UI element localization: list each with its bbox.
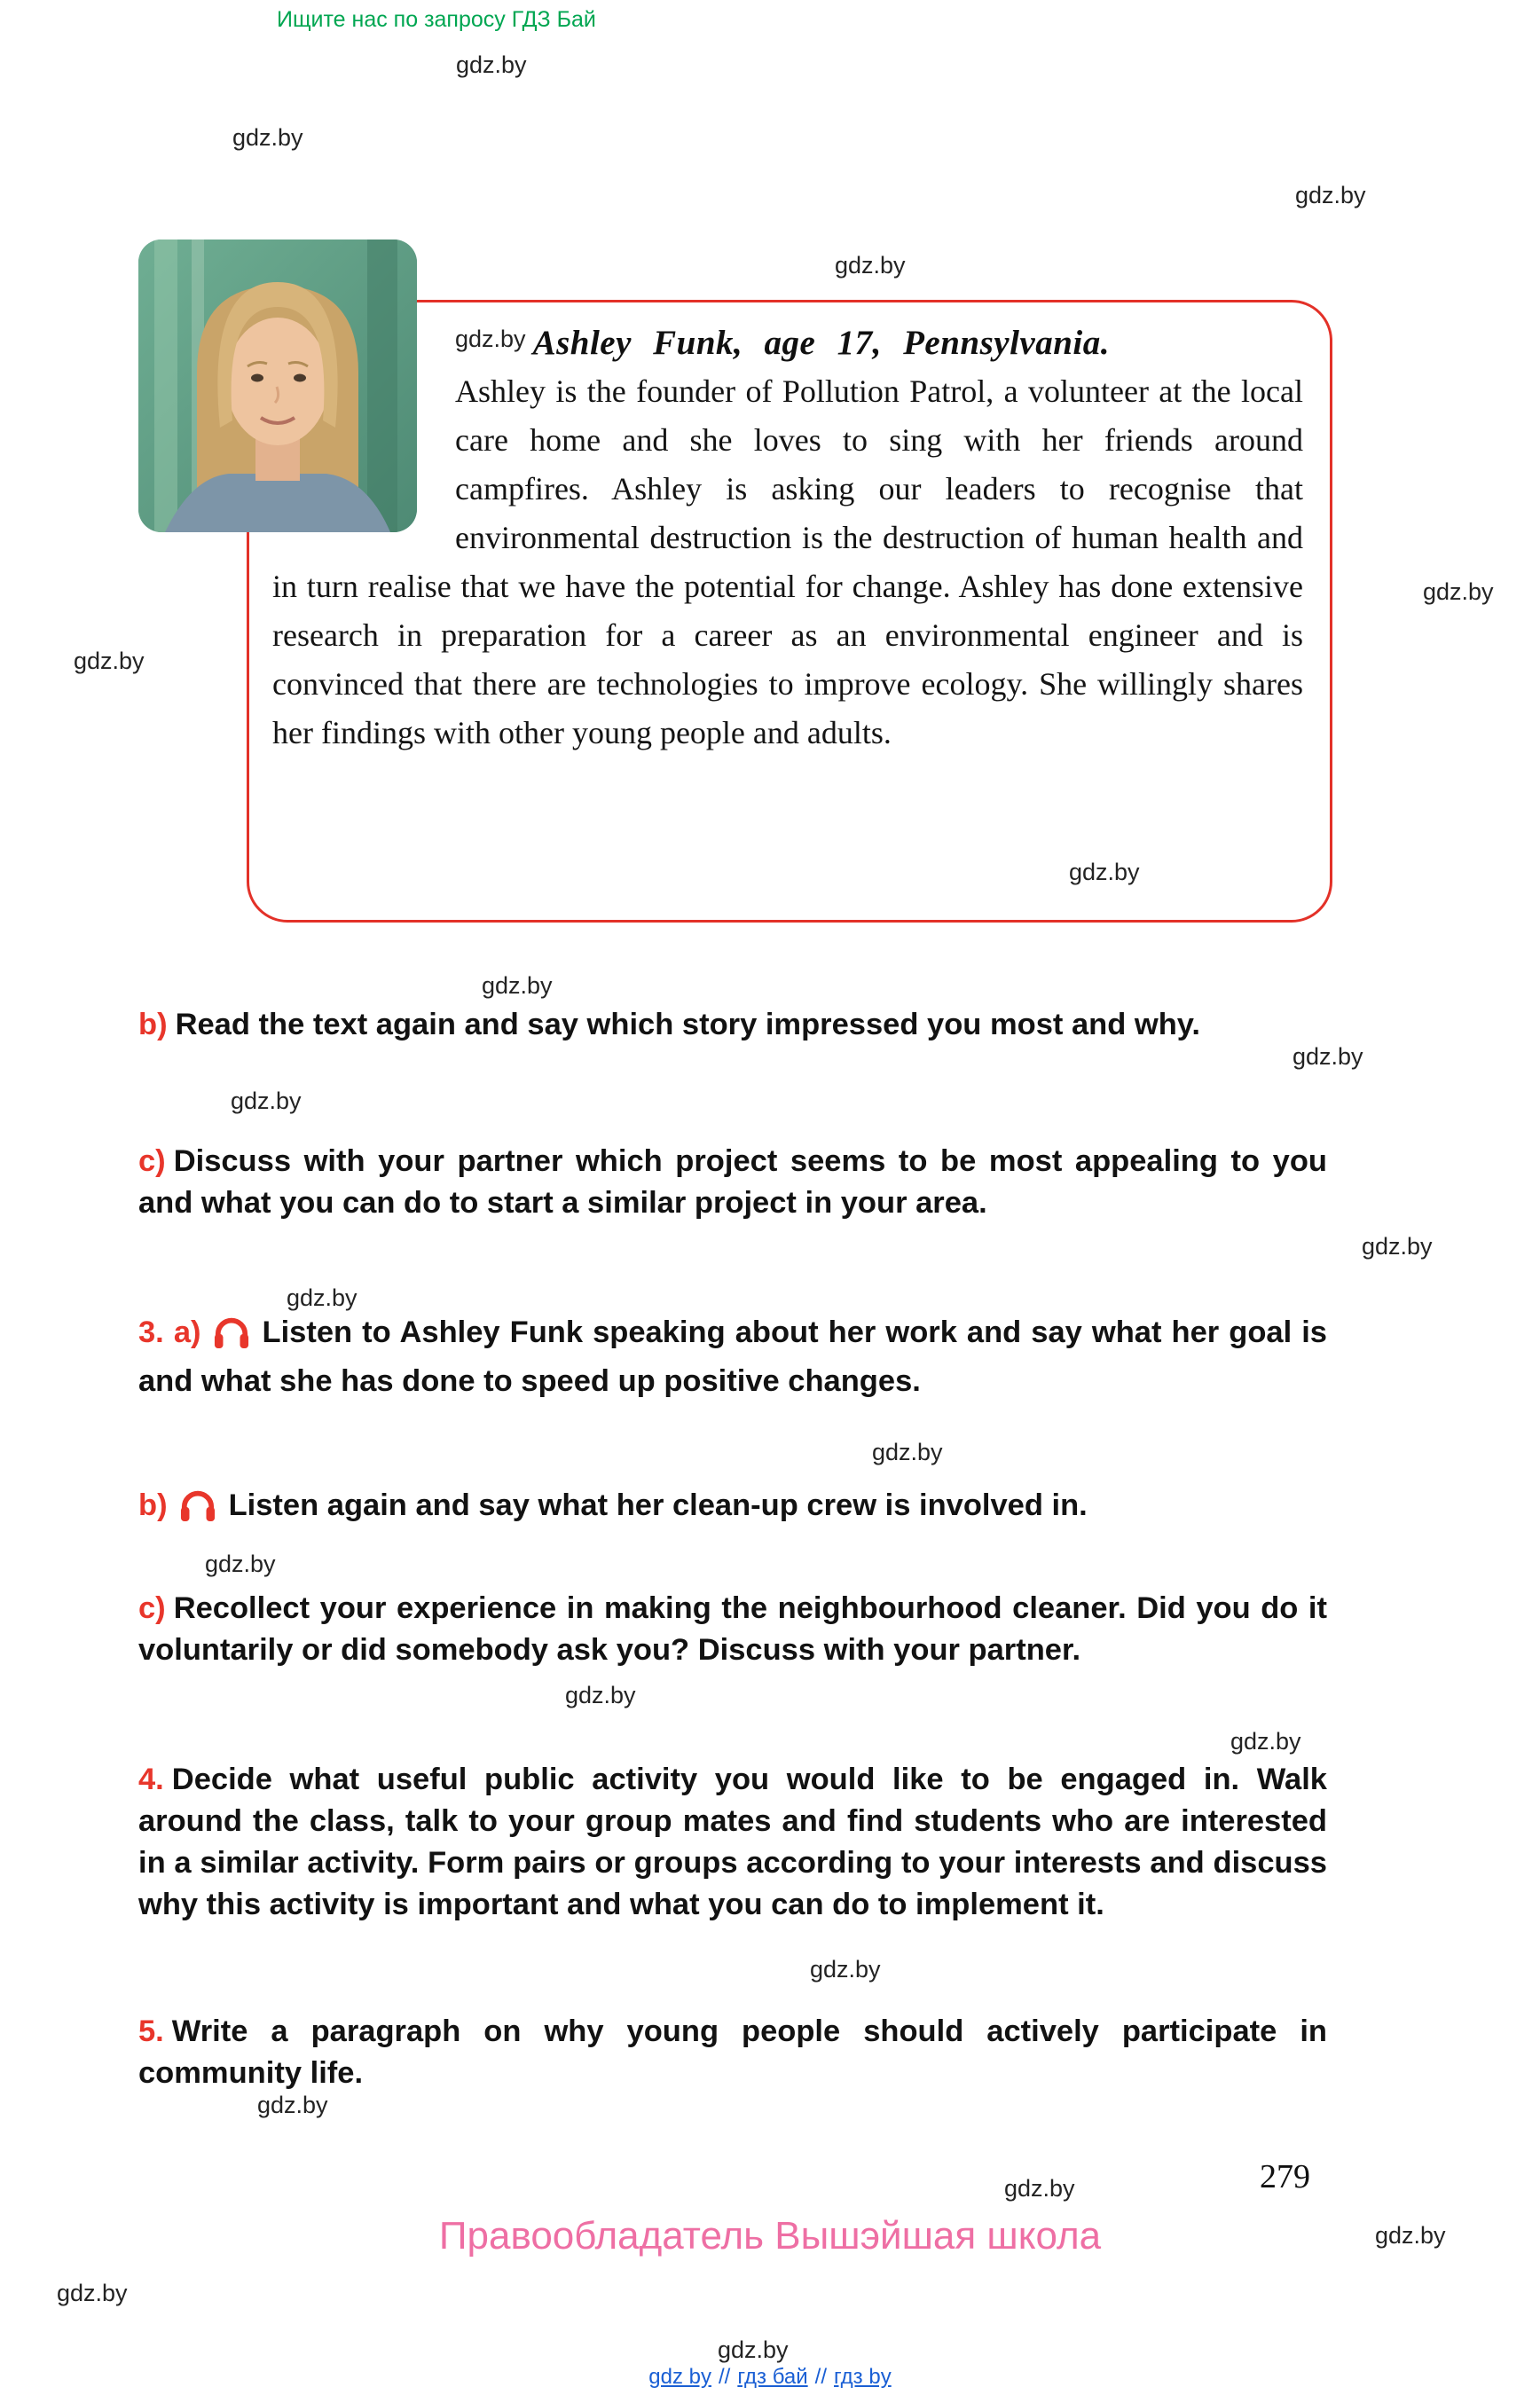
gdz-watermark: gdz.by bbox=[1069, 859, 1140, 885]
gdz-watermark: gdz.by bbox=[1292, 1043, 1363, 1070]
gdz-watermark: gdz.by bbox=[455, 326, 526, 352]
gdz-watermark: gdz.by bbox=[1230, 1728, 1301, 1755]
profile-body-text: Ashley is the founder of Pollution Patrol, a volunteer at the local care home and she loves to sing with her friends around campfires. Ashley is asking our leaders to recognise that environmental destruction is the destruction of human health and in turn realise that we have the potential for change. Ashley has done extensive research in preparation for a career as an environmental engineer and is convinced that there are technologies to improve ecology. She willingly shares her findings with other young people and adults. bbox=[272, 373, 1303, 750]
copyright-text: Правообладатель Вышэйшая школа bbox=[438, 2214, 1102, 2258]
gdz-watermark: gdz.by bbox=[257, 2092, 328, 2118]
task-3b bbox=[138, 1485, 1327, 1534]
gdz-watermark: gdz.by bbox=[718, 2336, 789, 2363]
task-text: Listen to Ashley Funk speaking about her work and say what her goal is and what she has done to speed up positive changes. bbox=[138, 1315, 1327, 1398]
headphones-icon bbox=[177, 1487, 218, 1534]
task-label: c) bbox=[138, 1144, 166, 1178]
task-text: Decide what useful public activity you would like to be engaged in. Walk around the class, talk to your group mates and find students who are interested in a similar activity. Form pairs or groups according to your interests and discuss why this activity is important and what you can do to implement it. bbox=[138, 1763, 1327, 1921]
gdz-watermark: gdz.by bbox=[1362, 1233, 1433, 1260]
task-2c bbox=[138, 1141, 1327, 1224]
task-text: Recollect your experience in making the neighbourhood cleaner. Did you do it voluntarily or did somebody ask you? Discuss with your partner. bbox=[138, 1591, 1327, 1667]
footer-link-gdz-by-2[interactable]: гдз by bbox=[834, 2365, 892, 2389]
gdz-watermark: gdz.by bbox=[810, 1956, 881, 1983]
task-2b bbox=[138, 1004, 1327, 1046]
gdz-watermark: gdz.by bbox=[565, 1682, 636, 1708]
gdz-watermark: gdz.by bbox=[74, 648, 145, 674]
gdz-watermark: gdz.by bbox=[456, 51, 527, 78]
gdz-watermark: gdz.by bbox=[1375, 2222, 1446, 2249]
gdz-watermark: gdz.by bbox=[1004, 2175, 1075, 2202]
gdz-watermark: gdz.by bbox=[231, 1088, 302, 1114]
gdz-watermark: gdz.by bbox=[482, 972, 553, 999]
gdz-watermark: gdz.by bbox=[872, 1439, 943, 1465]
footer-link-gdz-bai[interactable]: гдз бай bbox=[737, 2365, 808, 2389]
task-5 bbox=[138, 2011, 1327, 2094]
task-label: 3. a) bbox=[138, 1315, 201, 1349]
task-label: b) bbox=[138, 1488, 168, 1522]
task-3c bbox=[138, 1588, 1327, 1671]
gdz-watermark: gdz.by bbox=[232, 124, 303, 151]
top-banner-text: Ищите нас по запросу ГДЗ Бай bbox=[277, 7, 596, 32]
gdz-watermark: gdz.by bbox=[57, 2280, 128, 2306]
headphones-icon bbox=[211, 1314, 252, 1361]
gdz-watermark: gdz.by bbox=[1295, 182, 1366, 208]
task-label: 4. bbox=[138, 1763, 164, 1796]
task-3a bbox=[138, 1312, 1327, 1402]
task-label: b) bbox=[138, 1008, 168, 1041]
profile-title: Ashley Funk, age 17, Pennsylvania. bbox=[532, 324, 1111, 362]
task-text: Read the text again and say which story impressed you most and why. bbox=[175, 1008, 1200, 1041]
footer-links bbox=[0, 2365, 1540, 2390]
task-text: Listen again and say what her clean-up crew is involved in. bbox=[228, 1488, 1088, 1522]
task-4 bbox=[138, 1759, 1327, 1926]
task-label: c) bbox=[138, 1591, 166, 1625]
ashley-photo bbox=[138, 240, 417, 532]
footer-separator: // bbox=[719, 2365, 731, 2389]
task-label: 5. bbox=[138, 2014, 164, 2048]
gdz-watermark: gdz.by bbox=[287, 1284, 358, 1311]
portrait-illustration bbox=[138, 240, 417, 532]
gdz-watermark: gdz.by bbox=[1423, 578, 1494, 605]
footer-link-gdz-by[interactable]: gdz by bbox=[648, 2365, 711, 2389]
task-text: Discuss with your partner which project seems to be most appealing to you and what you can do to start a similar project in your area. bbox=[138, 1144, 1327, 1220]
page-number: 279 bbox=[1260, 2158, 1310, 2195]
footer-separator: // bbox=[814, 2365, 827, 2389]
gdz-watermark: gdz.by bbox=[835, 252, 906, 279]
task-text: Write a paragraph on why young people should actively participate in community life. bbox=[138, 2014, 1327, 2090]
gdz-watermark: gdz.by bbox=[205, 1551, 276, 1577]
